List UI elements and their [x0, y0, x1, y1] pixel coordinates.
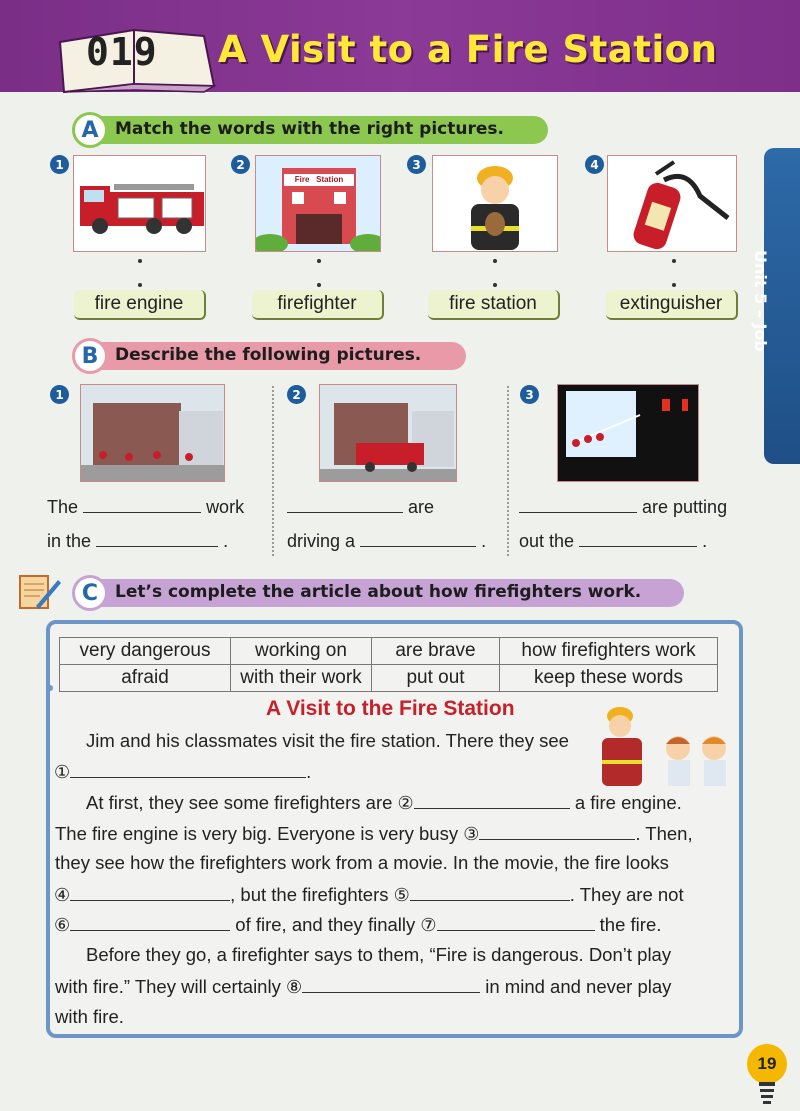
sentence-text: are putting: [642, 497, 728, 517]
sentence-text: in the: [47, 531, 92, 551]
sentence-3-line-1: [519, 495, 727, 518]
fire-station-icon: [256, 156, 381, 252]
blank-number: ⑧: [285, 977, 303, 997]
article-line: [86, 791, 682, 814]
item-number: 3: [407, 155, 426, 174]
match-dot[interactable]: [672, 259, 676, 263]
firefighter-picture: [432, 155, 558, 252]
extinguisher-picture: [607, 155, 737, 252]
sentence-text: are: [408, 497, 435, 517]
sentence-2-line-2: [287, 529, 486, 552]
article-text: a fire engine.: [574, 792, 682, 813]
blank-field[interactable]: [96, 529, 218, 547]
section-a-letter: A: [72, 112, 108, 148]
word-bank-cell: are brave: [372, 638, 500, 665]
blank-field[interactable]: [410, 883, 570, 901]
page-title: A Visit to a Fire Station: [218, 28, 718, 71]
fire-engine-icon: [74, 156, 206, 252]
blank-field[interactable]: [70, 913, 230, 931]
match-dot[interactable]: [317, 283, 321, 287]
item-number: 2: [287, 385, 306, 404]
sentence-text: out the: [519, 531, 575, 551]
article-text: the fire.: [599, 914, 662, 935]
table-row: [60, 665, 718, 692]
blank-field[interactable]: [70, 883, 230, 901]
word-bank-cell: how firefighters work: [500, 638, 718, 665]
blank-field[interactable]: [70, 760, 306, 778]
blank-number: ⑦: [420, 915, 437, 935]
article-text: Before they go, a firefighter says to them, “Fire is dangerous. Don’t play: [86, 944, 672, 965]
blank-number: ⑥: [54, 915, 71, 935]
word-bank-cell: keep these words: [500, 665, 718, 692]
fire-engine-picture: [73, 155, 206, 252]
section-c-letter: C: [72, 575, 108, 611]
blank-field[interactable]: [83, 495, 201, 513]
putting-out-fire-picture: [557, 384, 699, 482]
blank-field[interactable]: [519, 495, 637, 513]
word-bank-cell: working on: [231, 638, 372, 665]
sentence-text: The: [47, 497, 79, 517]
fire-engine-scene-icon: [320, 385, 457, 482]
article-text: with fire.” They will certainly: [55, 976, 286, 997]
sentence-text: .: [702, 531, 708, 551]
match-dot[interactable]: [493, 283, 497, 287]
fire-station-picture: [255, 155, 381, 252]
match-dot[interactable]: [138, 259, 142, 263]
article-line: [55, 822, 693, 845]
sentence-2-line-1: [287, 495, 434, 518]
blank-number: ⑤: [393, 885, 410, 905]
sentence-text: work: [206, 497, 245, 517]
word-bank-table: [59, 637, 718, 692]
sentence-1-line-2: [47, 529, 228, 552]
divider: [507, 386, 509, 556]
match-dot[interactable]: [672, 283, 676, 287]
word-card[interactable]: firefighter: [252, 290, 384, 320]
match-dot[interactable]: [138, 283, 142, 287]
word-card[interactable]: fire station: [428, 290, 560, 320]
firefighter-and-kids-illustration: [596, 704, 736, 788]
article-line: [55, 1006, 124, 1028]
station-sign: Fire Station: [294, 175, 344, 184]
sentence-1-line-1: [47, 495, 244, 518]
article-text: . Then,: [635, 823, 693, 844]
item-number: 1: [50, 385, 69, 404]
divider: [272, 386, 274, 556]
article-line: [54, 760, 311, 783]
item-number: 2: [231, 155, 250, 174]
table-row: [60, 638, 718, 665]
blank-field[interactable]: [479, 822, 635, 840]
driving-fire-engine-picture: [319, 384, 457, 482]
match-dot[interactable]: [317, 259, 321, 263]
blank-field[interactable]: [360, 529, 476, 547]
item-number: 1: [50, 155, 69, 174]
sentence-text: driving a: [287, 531, 356, 551]
article-line: [55, 975, 671, 998]
sentence-text: .: [481, 531, 487, 551]
item-number: 4: [585, 155, 604, 174]
article-text: .: [306, 761, 312, 782]
blank-field[interactable]: [287, 495, 403, 513]
article-text: they see how the firefighters work from a movie. In the movie, the fire looks: [55, 852, 669, 873]
blank-number: ③: [463, 824, 480, 844]
article-line: [54, 883, 684, 906]
sentence-text: .: [223, 531, 229, 551]
word-bank-cell: put out: [372, 665, 500, 692]
fire-extinguisher-icon: [608, 156, 737, 252]
station-scene-icon: [81, 385, 225, 482]
article-text: , but the firefighters: [230, 884, 394, 905]
blank-number: ④: [54, 885, 71, 905]
bullet-dot: [47, 685, 53, 691]
blank-number: ①: [54, 762, 71, 782]
article-text: Jim and his classmates visit the fire station. There they see: [86, 730, 569, 751]
match-dot[interactable]: [493, 259, 497, 263]
article-text: with fire.: [55, 1006, 124, 1027]
blank-field[interactable]: [579, 529, 697, 547]
word-card[interactable]: extinguisher: [606, 290, 738, 320]
firefighter-icon: [433, 156, 558, 252]
item-number: 3: [520, 385, 539, 404]
lightbulb-base-icon: [756, 1080, 778, 1106]
word-bank-cell: afraid: [60, 665, 231, 692]
writing-pencil-icon: [18, 572, 62, 612]
fire-scene-icon: [558, 385, 699, 482]
word-card[interactable]: fire engine: [74, 290, 206, 320]
firefighters-at-station-picture: [80, 384, 225, 482]
article-text: At first, they see some firefighters are: [86, 792, 398, 813]
article-title: A Visit to the Fire Station: [266, 697, 515, 720]
unit-label: Unit 5 – Job: [751, 250, 770, 352]
word-bank-cell: with their work: [231, 665, 372, 692]
section-a-instruction: Match the words with the right pictures.: [115, 119, 504, 139]
blank-field[interactable]: [437, 913, 595, 931]
section-c-instruction: Let’s complete the article about how firefighters work.: [115, 582, 642, 602]
page-number-lightbulb: 19: [747, 1044, 787, 1084]
article-line: [55, 852, 669, 874]
article-text: of fire, and they finally: [235, 914, 421, 935]
section-b-instruction: Describe the following pictures.: [115, 345, 422, 365]
lesson-number: 019: [86, 30, 158, 74]
blank-field[interactable]: [302, 975, 480, 993]
section-b-letter: B: [72, 338, 108, 374]
article-line: [86, 944, 671, 966]
article-text: . They are not: [569, 884, 684, 905]
blank-field[interactable]: [414, 791, 570, 809]
word-bank-cell: very dangerous: [60, 638, 231, 665]
article-text: The fire engine is very big. Everyone is very busy: [55, 823, 464, 844]
article-line: [86, 730, 569, 752]
article-text: in mind and never play: [485, 976, 672, 997]
article-line: [54, 913, 661, 936]
blank-number: ②: [397, 793, 414, 813]
sentence-3-line-2: [519, 529, 707, 552]
